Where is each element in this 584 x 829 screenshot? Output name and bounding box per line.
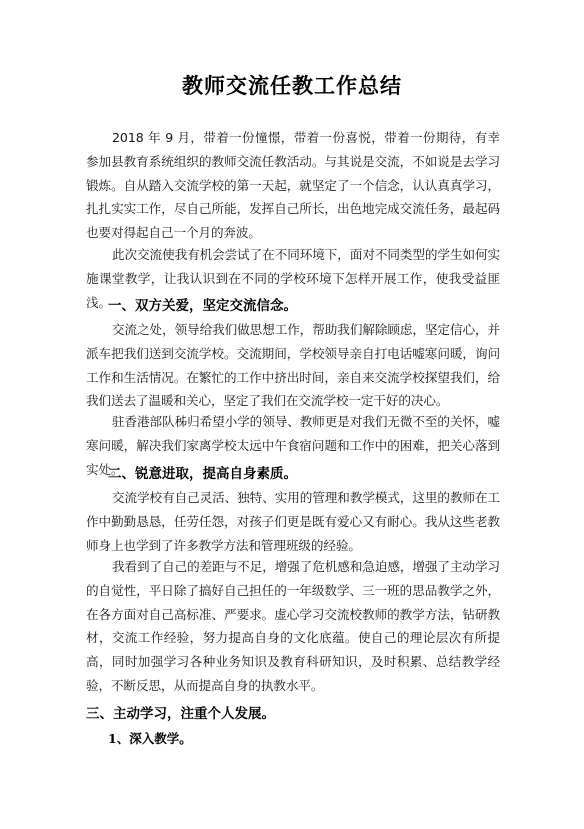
paragraph-self-improvement: 我看到了自己的差距与不足，增强了危机感和急迫感，增强了主动学习的自觉性，平日除了搞好自己担任的一年级数学、三一班的思品教学之外，在各方面对自己高标准、严要求。虚心学习交流校教师的教学方法，钻研教材，交流工作经验，努力提高自身的文化底蕴。使自己的理论层次有所提高，同时加强学习各种业务知识及教育科研知识，及时积累、总结教学经验，不断反思，从而提高自身的执教水平。	[86, 559, 500, 693]
subheading-1: 1、深入教学。	[108, 731, 192, 746]
heading-section-3: 三、主动学习，注重个人发展。	[86, 706, 275, 722]
heading-section-2: 二、锐意进取，提高自身素质。	[108, 466, 297, 482]
paragraph-host-school-care: 驻香港部队秭归希望小学的领导、教师更是对我们无微不至的关怀，嘘寒问暖，解决我们家离学校太远中午食宿问题和工作中的困难，把关心落到实处。	[86, 414, 500, 477]
document-title: 教师交流任教工作总结	[182, 73, 402, 98]
paragraph-leadership-care: 交流之处，领导给我们做思想工作，帮助我们解除顾虑，坚定信心，并派车把我们送到交流学校。交流期间，学校领导亲自打电话嘘寒问暖，询问工作和生活情况。在繁忙的工作中挤出时间，亲自来交流学校探望我们，给我们送去了温暖和关心，坚定了我们在交流学校一定干好的决心。	[86, 322, 500, 409]
paragraph-intro: 2018 年 9 月，带着一份憧憬，带着一份喜悦，带着一份期待，有幸参加县教育系统组织的教师交流任教活动。与其说是交流，不如说是去学习锻炼。自从踏入交流学校的第一天起，就坚定了一个信念，认认真真学习，扎扎实实工作，尽自己所能，发挥自己所长，出色地完成交流任务，最起码也要对得起自己一个月的奔波。	[86, 130, 500, 241]
paragraph-host-school-model: 交流学校有自己灵活、独特、实用的管理和教学模式，这里的教师在工作中勤勤恳恳，任劳任怨，对孩子们更是既有爱心又有耐心。我从这些老教师身上也学到了许多教学方法和管理班级的经验。	[86, 490, 500, 553]
heading-section-1: 一、双方关爱，坚定交流信念。	[108, 298, 297, 314]
paragraph-benefit: 此次交流使我有机会尝试了在不同环境下，面对不同类型的学生如何实施课堂教学，让我认识到在不同的学校环境下怎样开展工作，使我受益匪浅。	[86, 247, 500, 310]
